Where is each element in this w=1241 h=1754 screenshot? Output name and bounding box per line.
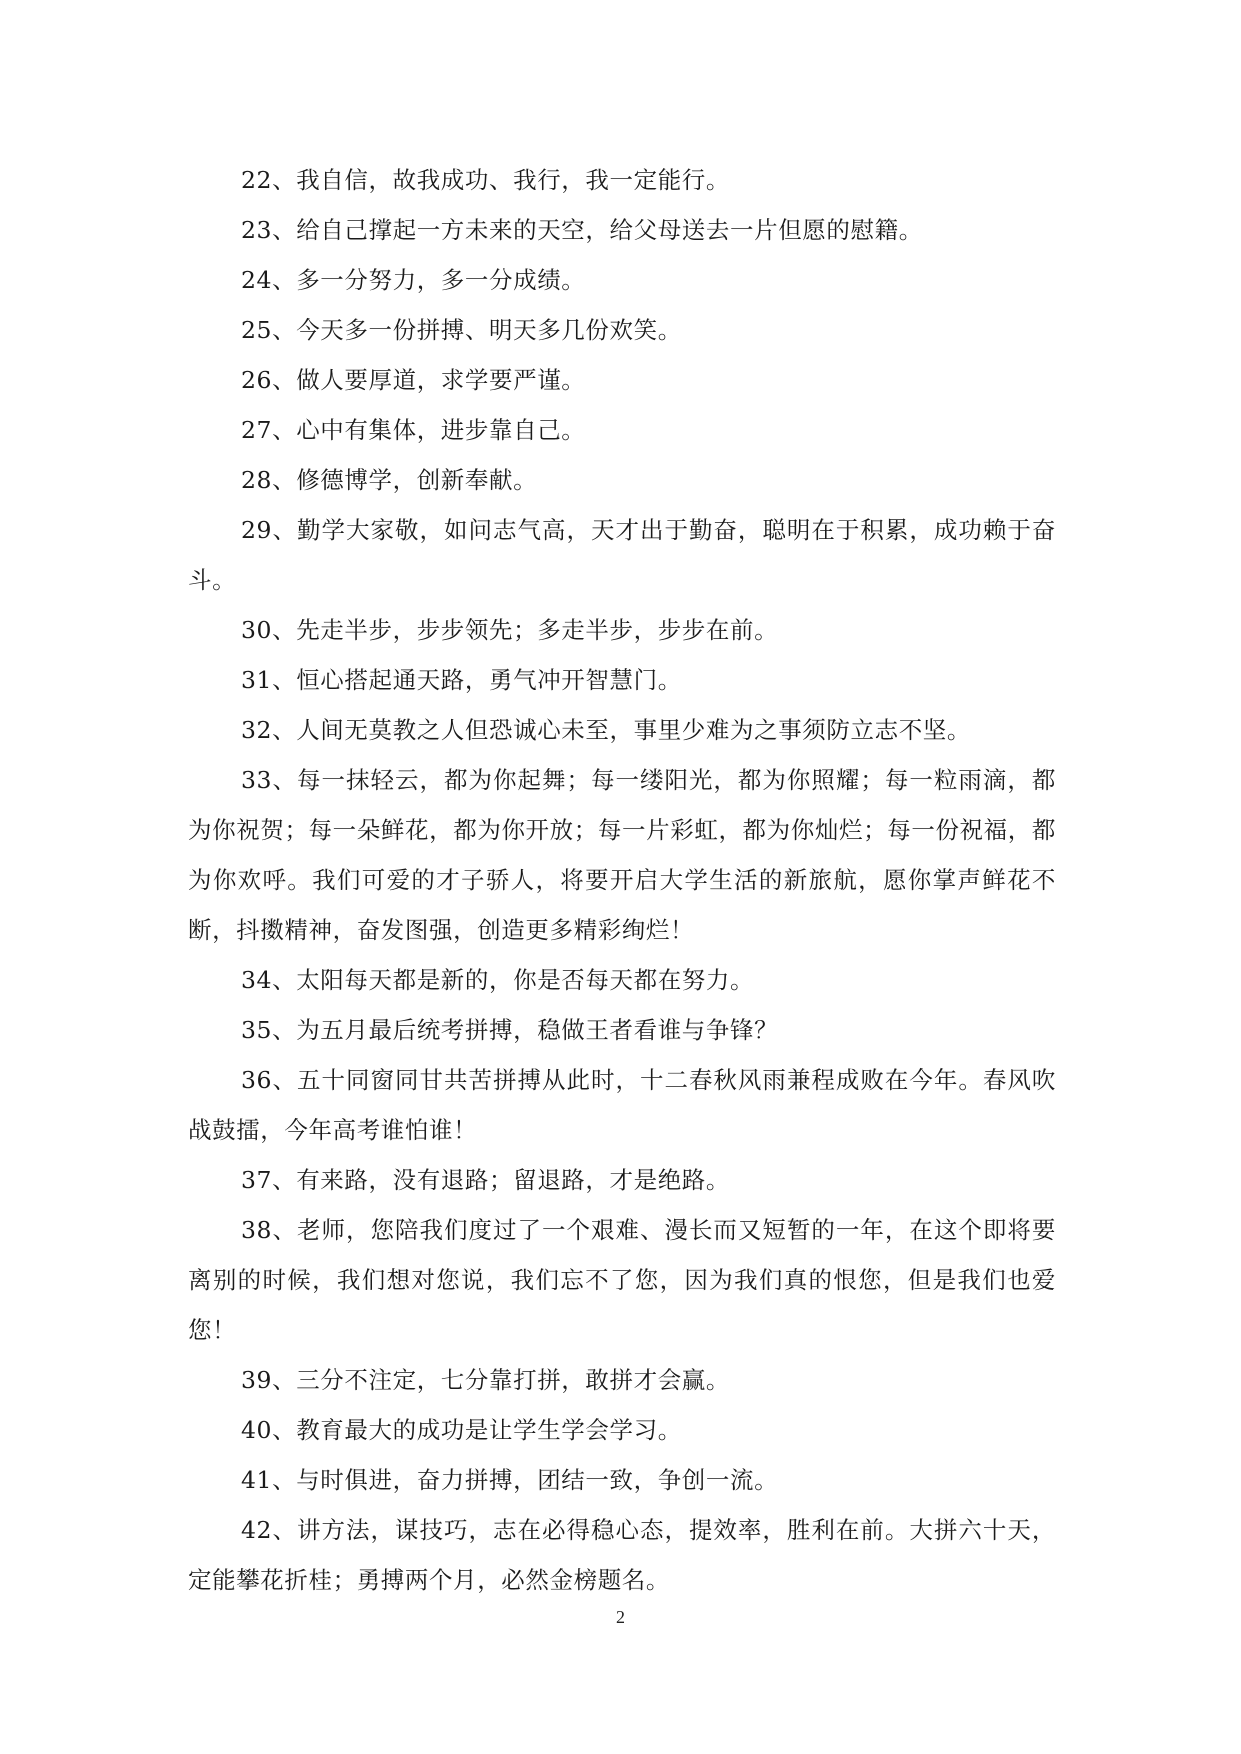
paragraph-42: 42、讲方法，谋技巧，志在必得稳心态，提效率，胜利在前。大拼六十天，定能攀花折桂；勇搏两个月，必然金榜题名。 bbox=[188, 1516, 1056, 1594]
paragraph-39: 39、三分不注定，七分靠打拼，敢拼才会赢。 bbox=[241, 1366, 731, 1394]
paragraph-38: 38、老师，您陪我们度过了一个艰难、漫长而又短暂的一年，在这个即将要离别的时候，我们想对您说，我们忘不了您，因为我们真的恨您，但是我们也爱您！ bbox=[188, 1216, 1056, 1344]
paragraph-34: 34、太阳每天都是新的，你是否每天都在努力。 bbox=[241, 966, 755, 994]
paragraph-23: 23、给自己撑起一方未来的天空，给父母送去一片但愿的慰籍。 bbox=[241, 216, 923, 244]
page-number: 2 bbox=[616, 1607, 625, 1627]
paragraph-24: 24、多一分努力，多一分成绩。 bbox=[241, 266, 586, 294]
paragraph-32: 32、人间无莫教之人但恐诚心未至，事里少难为之事须防立志不坚。 bbox=[241, 716, 972, 744]
paragraph-33: 33、每一抹轻云，都为你起舞；每一缕阳光，都为你照耀；每一粒雨滴，都为你祝贺；每一朵鲜花，都为你开放；每一片彩虹，都为你灿烂；每一份祝福，都为你欢呼。我们可爱的才子骄人，将要开启大学生活的新旅航，愿你掌声鲜花不断，抖擞精神，奋发图强，创造更多精彩绚烂！ bbox=[188, 766, 1056, 944]
paragraph-26: 26、做人要厚道，求学要严谨。 bbox=[241, 366, 586, 394]
paragraph-37: 37、有来路，没有退路；留退路，才是绝路。 bbox=[241, 1166, 731, 1194]
paragraph-22: 22、我自信，故我成功、我行，我一定能行。 bbox=[241, 166, 731, 194]
paragraph-30: 30、先走半步，步步领先；多走半步，步步在前。 bbox=[241, 616, 779, 644]
paragraph-41: 41、与时俱进，奋力拼搏，团结一致，争创一流。 bbox=[241, 1466, 779, 1494]
paragraph-35: 35、为五月最后统考拼搏，稳做王者看谁与争锋？ bbox=[241, 1016, 779, 1044]
paragraph-25: 25、今天多一份拼搏、明天多几份欢笑。 bbox=[241, 316, 682, 344]
paragraph-40: 40、教育最大的成功是让学生学会学习。 bbox=[241, 1416, 682, 1444]
paragraph-36: 36、五十同窗同甘共苦拼搏从此时，十二春秋风雨兼程成败在今年。春风吹战鼓擂，今年高考谁怕谁！ bbox=[188, 1066, 1056, 1144]
document-body bbox=[188, 155, 1056, 1605]
paragraph-28: 28、修德博学，创新奉献。 bbox=[241, 466, 538, 494]
paragraph-29: 29、勤学大家敬，如问志气高，天才出于勤奋，聪明在于积累，成功赖于奋斗。 bbox=[188, 516, 1056, 594]
paragraph-27: 27、心中有集体，进步靠自己。 bbox=[241, 416, 586, 444]
paragraph-31: 31、恒心搭起通天路，勇气冲开智慧门。 bbox=[241, 666, 682, 694]
